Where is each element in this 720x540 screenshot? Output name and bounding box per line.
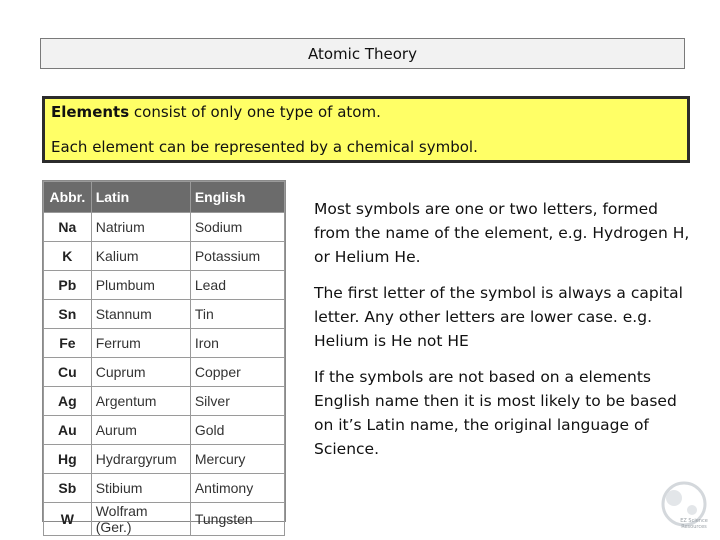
cell-latin: Cuprum <box>91 358 190 387</box>
cell-latin: Stannum <box>91 300 190 329</box>
definition-callout <box>42 96 690 163</box>
cell-latin: Hydrargyrum <box>91 445 190 474</box>
header-latin: Latin <box>91 182 190 213</box>
cell-abbr: W <box>44 503 92 536</box>
table-row <box>44 445 285 474</box>
callout-line-1 <box>51 102 681 122</box>
cell-english: Mercury <box>190 445 284 474</box>
cell-english: Silver <box>190 387 284 416</box>
cell-english: Potassium <box>190 242 284 271</box>
cell-english: Gold <box>190 416 284 445</box>
header-abbr: Abbr. <box>44 182 92 213</box>
table-row <box>44 329 285 358</box>
cell-english: Iron <box>190 329 284 358</box>
table-row <box>44 271 285 300</box>
element-table <box>43 181 285 536</box>
cell-latin: Wolfram (Ger.) <box>91 503 190 536</box>
cell-latin: Ferrum <box>91 329 190 358</box>
cell-english: Tungsten <box>190 503 284 536</box>
cell-latin: Aurum <box>91 416 190 445</box>
note-paragraph: Most symbols are one or two letters, formed from the name of the element, e.g. Hydrogen H, or Helium He. <box>314 200 690 266</box>
note-paragraph: The first letter of the symbol is always a capital letter. Any other letters are lower case. e.g. Helium is He not HE <box>314 284 683 350</box>
cell-english: Copper <box>190 358 284 387</box>
table-header-row <box>44 182 285 213</box>
callout-line-2: Each element can be represented by a chemical symbol. <box>51 138 478 156</box>
cell-abbr: Ag <box>44 387 92 416</box>
cell-abbr: Au <box>44 416 92 445</box>
logo-text: EZ Science Resources <box>680 518 708 530</box>
slide-title <box>40 38 685 69</box>
header-english: English <box>190 182 284 213</box>
cell-english: Antimony <box>190 474 284 503</box>
cell-abbr: Fe <box>44 329 92 358</box>
cell-english: Sodium <box>190 213 284 242</box>
cell-english: Tin <box>190 300 284 329</box>
note-paragraph: If the symbols are not based on a elements English name then it is most likely to be based on it’s Latin name, the original language of Science. <box>314 368 677 458</box>
notes-panel <box>314 197 694 473</box>
table-row <box>44 300 285 329</box>
cell-latin: Plumbum <box>91 271 190 300</box>
element-symbol-table <box>42 180 286 535</box>
slide-title-text: Atomic Theory <box>308 44 417 63</box>
cell-abbr: Sb <box>44 474 92 503</box>
callout-keyword: Elements <box>51 103 130 121</box>
table-row <box>44 416 285 445</box>
cell-abbr: Hg <box>44 445 92 474</box>
cell-english: Lead <box>190 271 284 300</box>
cell-latin: Kalium <box>91 242 190 271</box>
cell-latin: Natrium <box>91 213 190 242</box>
table-row <box>44 474 285 503</box>
table-row <box>44 213 285 242</box>
callout-line-1-rest: consist of only one type of atom. <box>129 103 381 121</box>
table-row <box>44 242 285 271</box>
cell-abbr: Cu <box>44 358 92 387</box>
cell-latin: Stibium <box>91 474 190 503</box>
table-row <box>44 387 285 416</box>
cell-abbr: Na <box>44 213 92 242</box>
table-body <box>44 213 285 536</box>
cell-abbr: Pb <box>44 271 92 300</box>
cell-latin: Argentum <box>91 387 190 416</box>
cell-abbr: Sn <box>44 300 92 329</box>
table-row <box>44 503 285 536</box>
table-row <box>44 358 285 387</box>
cell-abbr: K <box>44 242 92 271</box>
